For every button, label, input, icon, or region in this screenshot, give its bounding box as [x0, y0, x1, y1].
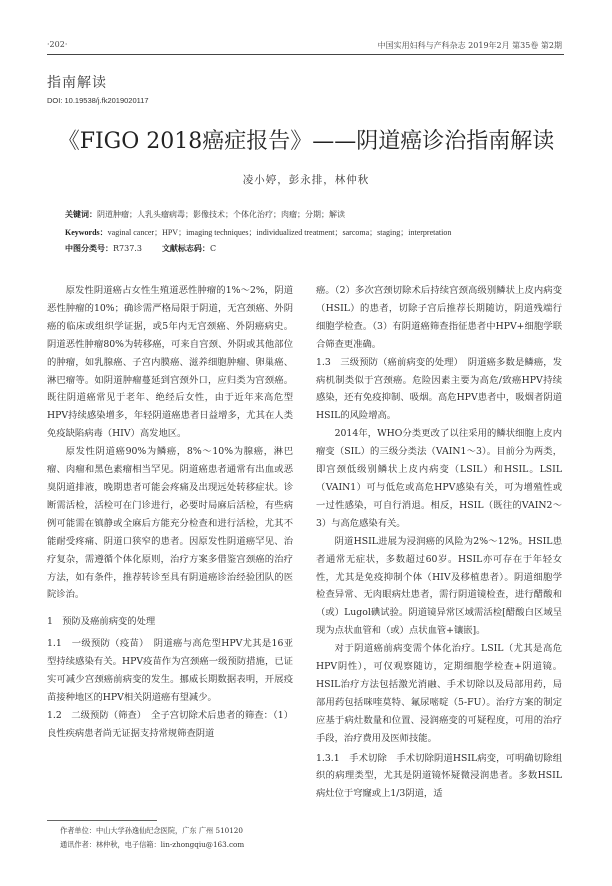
classification-line [65, 242, 557, 255]
body-column-left [47, 282, 293, 743]
doi: DOI: 10.19538/j.fk2019020117 [47, 96, 149, 105]
section-heading: 1 预防及癌前病变的处理 [47, 616, 156, 628]
authors: 凌小婷，彭永排，林仲秋 [242, 174, 370, 186]
keywords-cn-text: 阴道肿瘤；人乳头瘤病毒；影像技术；个体化治疗；肉瘤；分期；解读 [97, 210, 345, 219]
paragraph: 2014年，WHO分类更改了以往采用的鳞状细胞上皮内瘤变（SIL）的三级分类法（VAIN1～3）。目前分为两类，即宫颈低级别鳞状上皮内病变（LSIL）和HSIL。LSIL（VAIN1）可与低危或高危HPV感染有关，可为增殖性或一过性感染，可自行消退。相反，HSIL（既往的VAIN2～3）与高危感染有关。 [316, 428, 562, 529]
section-label: 指南解读 [47, 75, 107, 91]
keywords-en-text: vaginal cancer；HPV；imaging techniques；individualized treatment；sarcoma；staging；interpretation [107, 228, 452, 237]
header-divider [47, 54, 564, 55]
footnote-divider [47, 820, 157, 821]
subsection-1-1: 1.1 一级预防（疫苗） 阴道癌与高危型HPV尤其是16亚型持续感染有关。HPV疫苗作为宫颈癌一级预防措施，已证实可减少宫颈癌前病变的发生。挪威长期数据表明，开展疫苗接种地区的HPV相关阴道癌有望减少。 [47, 638, 293, 703]
page-number: ·202· [47, 40, 68, 49]
keywords-en-label: Keywords： [65, 228, 108, 237]
paragraph: 癌。（2）多次宫颈切除术后持续宫颈高级别鳞状上皮内病变（HSIL）的患者，切除子宫后推荐长期随访，阴道残端行细胞学检查。（3）有阴道癌筛查指征患者中HPV+细胞学联合筛查更准确。 [316, 285, 562, 350]
clc-label: 中图分类号： [65, 243, 113, 253]
author-affiliation: 作者单位：中山大学孙逸仙纪念医院，广东 广州 510120 [60, 826, 243, 835]
paragraph: 对于阴道癌前病变需个体化治疗。LSIL（尤其是高危HPV阴性），可仅观察随访，定期细胞学检查+阴道镜。HSIL治疗方法包括激光消融、手术切除以及局部用药，局部用药包括咪喹莫特、氟尿嘧啶（5-FU）。治疗方案的制定应基于病灶数量和位置、浸润癌变的可疑程度，可用的治疗手段，治疗费用及医师技能。 [316, 643, 562, 744]
journal-header: 中国实用妇科与产科杂志 2019年2月 第35卷 第2期 [377, 41, 562, 50]
clc-value: R737.3 [113, 244, 142, 253]
keywords-cn [65, 208, 557, 221]
doc-code-label: 文献标志码： [161, 243, 210, 253]
paragraph: 阴道HSIL进展为浸润癌的风险为2%～12%。HSIL患者通常无症状，多数超过60岁。HSIL亦可存在于年轻女性，尤其是免疫抑制个体（HIV及移植患者）。阴道细胞学检查异常、无肉眼病灶患者，需行阴道镜检查，进行醋酸和（或）Lugol碘试验。阴道镜异常区域需活检[醋酸白区域呈现为点状血管和（或）点状血管+镶嵌]。 [316, 535, 562, 637]
subsection-1-2: 1.2 二级预防（筛查） 全子宫切除术后患者的筛查：（1）良性疾病患者尚无证据支持常规筛查阴道 [47, 709, 293, 739]
paragraph: 原发性阴道癌占女性生殖道恶性肿瘤的1%～2%，阴道恶性肿瘤的10%；确诊需严格局限于阴道，无宫颈癌、外阴癌的临床或组织学证据，或5年内无宫颈癌、外阴癌病史。阴道恶性肿瘤80%为转移癌，可来自宫颈、外阴或其他部位的肿瘤，如乳腺癌、子宫内膜癌、滋养细胞肿瘤、卵巢癌、淋巴瘤等。如阴道肿瘤蔓延到宫颈外口，应归类为宫颈癌。既往阴道癌常见于老年、绝经后女性，由于近年来高危型HPV持续感染增多，年轻阴道癌患者日益增多，尤其在人类免疫缺陷病毒（HIV）高发地区。 [47, 285, 293, 440]
subsection-1-3-1: 1.3.1 手术切除 手术切除阴道HSIL病变，可明确切除组织的病理类型，尤其是阴道镜怀疑微浸润患者。多数HSIL病灶位于穹窿或上1/3阴道，适 [316, 752, 562, 800]
corresponding-author: 通讯作者：林仲秋，电子信箱：lin-zhongqiu@163.com [60, 840, 245, 849]
keywords-cn-label: 关键词： [65, 209, 97, 219]
keywords-en [65, 227, 557, 239]
subsection-1-3: 1.3 三级预防（癌前病变的处理） 阴道癌多数是鳞癌，发病机制类似于宫颈癌。危险因素主要为高危/致癌HPV持续感染，还有免疫抑制、吸烟。高危HPV患者中，吸烟者阴道HSIL的风险增高。 [316, 356, 562, 422]
article-title: 《FIGO 2018癌症报告》——阴道癌诊治指南解读 [57, 129, 555, 154]
doc-code-value: C [209, 244, 217, 253]
paragraph: 原发性阴道癌90%为鳞癌，8%～10%为腺癌，淋巴瘤、肉瘤和黑色素瘤相当罕见。阴道癌患者通常有出血或恶臭阴道排液，晚期患者可能会疼痛及出现远处转移症状。诊断需活检，活检可在门诊进行，必要时局麻后活检，有些病例可能需在镇静或全麻后方能充分检查和进行活检，尤其不能耐受疼痛、阴道口狭窄的患者。因原发性阴道癌罕见、治疗复杂，需遵循个体化原则，治疗方案多借鉴宫颈癌的治疗方法，如有条件，推荐转诊至具有阴道癌诊治经验团队的医院诊治。 [47, 446, 293, 601]
body-column-right [316, 282, 562, 803]
